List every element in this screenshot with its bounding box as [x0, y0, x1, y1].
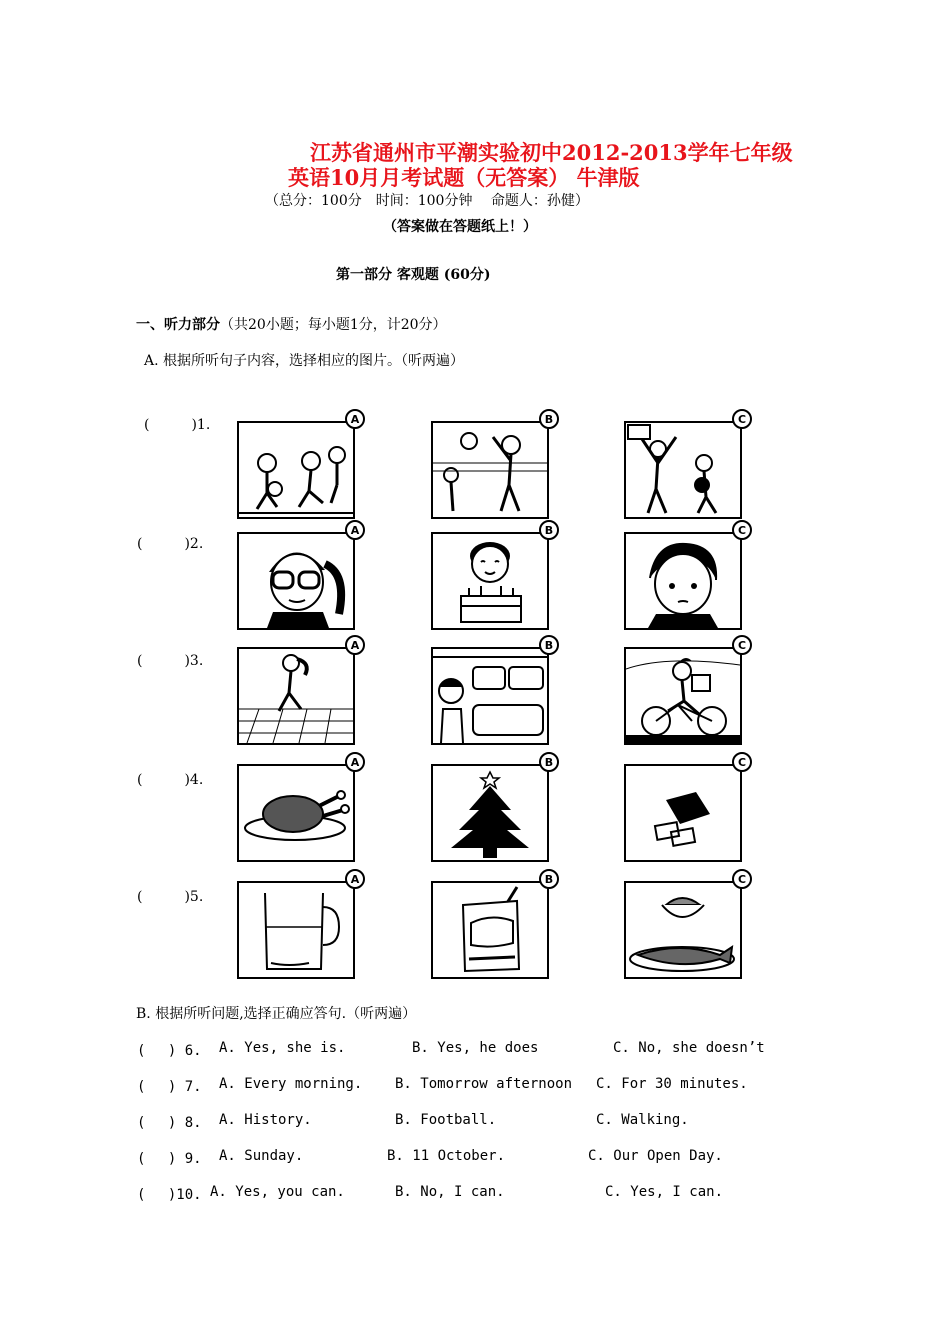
question-label-5: ( )5. — [137, 889, 204, 905]
question-label-6: ( ) 6. — [137, 1043, 202, 1059]
picture-4a-turkey[interactable] — [237, 755, 360, 862]
option-a-badge: A — [345, 752, 365, 772]
picture-5c-rice-and-fish[interactable] — [624, 872, 747, 979]
roast-turkey-illustration — [239, 766, 353, 860]
option-8b[interactable]: B. Football. — [395, 1112, 497, 1128]
section1-heading-bold: 一、听力部分 — [136, 317, 220, 333]
glass-of-water-illustration — [239, 883, 353, 977]
question-label-8: ( ) 8. — [137, 1115, 202, 1131]
option-a-badge: A — [345, 635, 365, 655]
option-b-badge: B — [539, 520, 559, 540]
volleyball-illustration — [433, 423, 547, 517]
option-8a[interactable]: A. History. — [219, 1112, 312, 1128]
picture-5b-cola[interactable] — [431, 872, 554, 979]
partA-instruction: A. 根据所听句子内容，选择相应的图片。（听两遍） — [144, 353, 465, 369]
option-6b[interactable]: B. Yes, he does — [412, 1040, 539, 1056]
option-10c[interactable]: C. Yes, I can. — [605, 1184, 724, 1200]
option-a-badge: A — [345, 409, 365, 429]
picture-1a-football[interactable] — [237, 412, 360, 519]
picture-3b-bus[interactable] — [431, 638, 554, 745]
option-6a[interactable]: A. Yes, she is. — [219, 1040, 346, 1056]
kids-playing-football-illustration — [239, 423, 353, 517]
option-7a[interactable]: A. Every morning. — [219, 1076, 363, 1092]
picture-3a-walking[interactable] — [237, 638, 360, 745]
option-a-badge: A — [345, 520, 365, 540]
document-title-line1: 江苏省通州市平潮实验初中2012-2013学年七年级 — [310, 140, 793, 165]
picture-2c-boy[interactable] — [624, 523, 747, 630]
picture-1c-basketball[interactable] — [624, 412, 747, 519]
girl-with-glasses-illustration — [239, 534, 353, 628]
basketball-illustration — [626, 423, 740, 517]
option-c-badge: C — [732, 520, 752, 540]
option-b-badge: B — [539, 869, 559, 889]
option-7b[interactable]: B. Tomorrow afternoon — [395, 1076, 573, 1092]
section1-heading-rest: （共20小题；每小题1分，计20分） — [220, 317, 447, 333]
question-label-7: ( ) 7. — [137, 1079, 202, 1095]
option-c-badge: C — [732, 409, 752, 429]
exam-meta: （总分：100分 时间：100分钟 命题人：孙健） — [265, 193, 589, 209]
option-9b[interactable]: B. 11 October. — [387, 1148, 506, 1164]
option-c-badge: C — [732, 752, 752, 772]
picture-5a-glass-of-water[interactable] — [237, 872, 360, 979]
partB-instruction: B. 根据所听问题,选择正确应答句.（听两遍） — [136, 1006, 417, 1022]
option-b-badge: B — [539, 635, 559, 655]
option-b-badge: B — [539, 752, 559, 772]
picture-2a-girl-glasses[interactable] — [237, 523, 360, 630]
christmas-tree-illustration — [433, 766, 547, 860]
boy-on-bus-illustration — [433, 649, 547, 743]
document-title-line2: 英语10月月考试题（无答案） 牛津版 — [288, 165, 640, 190]
picture-1b-volleyball[interactable] — [431, 412, 554, 519]
section1-heading — [136, 314, 447, 334]
rice-and-fish-illustration — [626, 883, 740, 977]
option-b-badge: B — [539, 409, 559, 429]
question-label-10: ( )10. — [137, 1187, 202, 1203]
question-label-2: ( )2. — [137, 536, 204, 552]
answer-sheet-note: （答案做在答题纸上！） — [383, 219, 537, 235]
picture-4c-red-packets[interactable] — [624, 755, 747, 862]
option-10b[interactable]: B. No, I can. — [395, 1184, 505, 1200]
option-c-badge: C — [732, 635, 752, 655]
boy-portrait-illustration — [626, 534, 740, 628]
part1-heading: 第一部分 客观题 (60分) — [336, 267, 491, 283]
money-envelopes-illustration — [626, 766, 740, 860]
option-c-badge: C — [732, 869, 752, 889]
boy-riding-bike-illustration — [626, 649, 740, 743]
option-10a[interactable]: A. Yes, you can. — [210, 1184, 345, 1200]
girl-with-birthday-cake-illustration — [433, 534, 547, 628]
girl-walking-illustration — [239, 649, 353, 743]
picture-4b-christmas-tree[interactable] — [431, 755, 554, 862]
option-7c[interactable]: C. For 30 minutes. — [596, 1076, 748, 1092]
option-6c[interactable]: C. No, she doesn’t — [613, 1040, 765, 1056]
question-label-3: ( )3. — [137, 653, 204, 669]
question-label-4: ( )4. — [137, 772, 204, 788]
question-label-9: ( ) 9. — [137, 1151, 202, 1167]
cola-carton-illustration — [433, 883, 547, 977]
question-label-1: ( )1. — [144, 417, 211, 433]
picture-2b-birthday-girl[interactable] — [431, 523, 554, 630]
option-9c[interactable]: C. Our Open Day. — [588, 1148, 723, 1164]
option-a-badge: A — [345, 869, 365, 889]
picture-3c-bike[interactable] — [624, 638, 747, 745]
option-8c[interactable]: C. Walking. — [596, 1112, 689, 1128]
option-9a[interactable]: A. Sunday. — [219, 1148, 304, 1164]
